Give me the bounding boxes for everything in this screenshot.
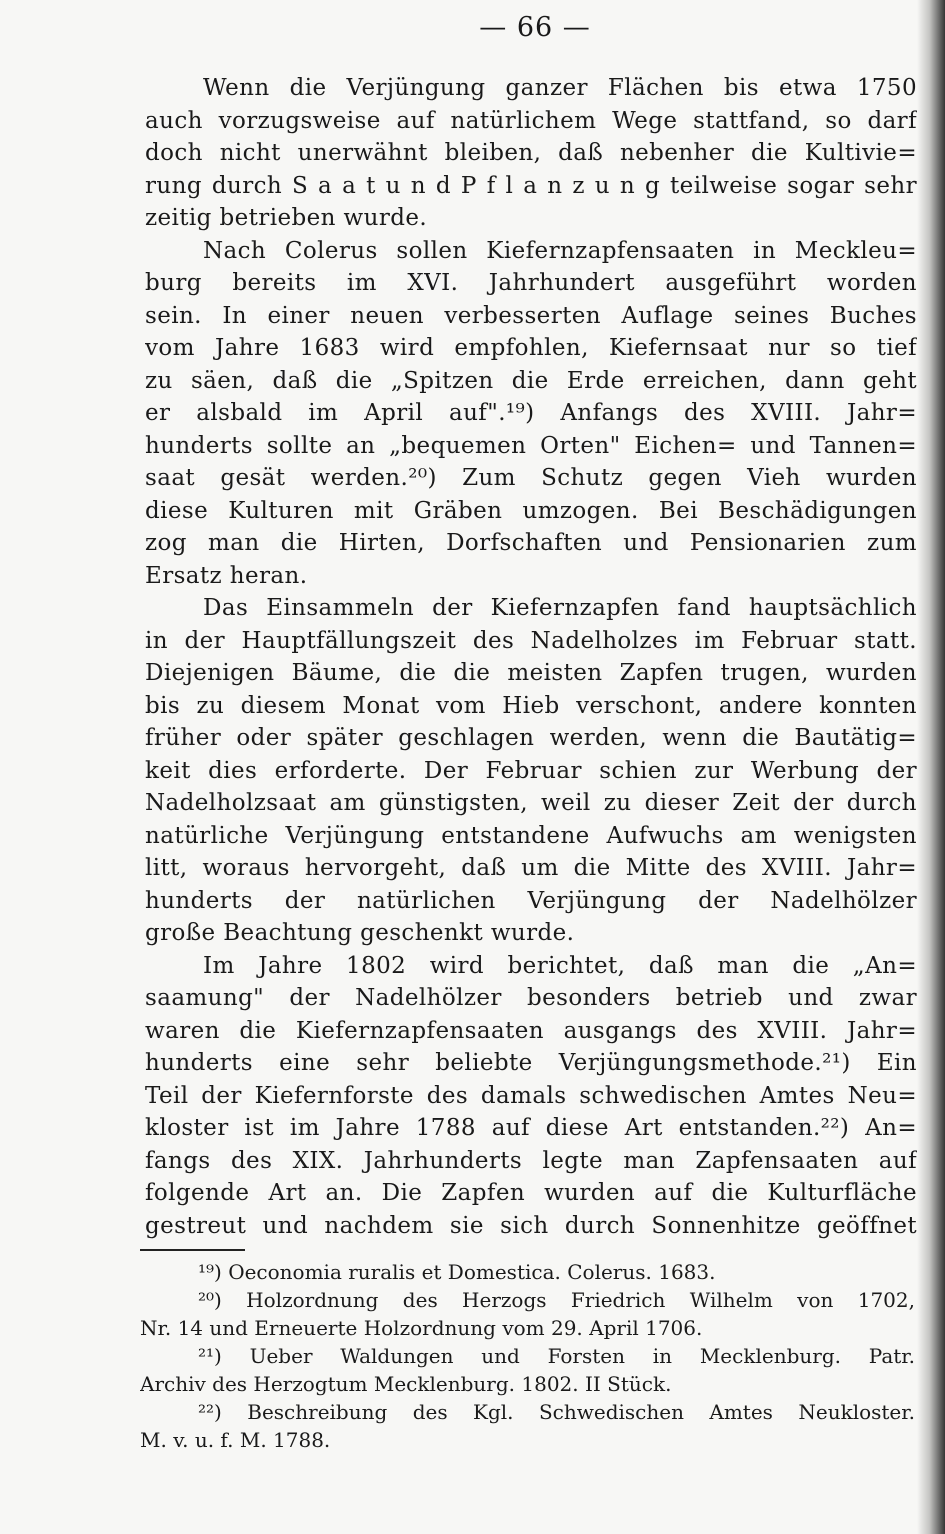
footnote-line: ²¹) Ueber Waldungen und Forsten in Mecklenburg. Patr.	[198, 1344, 915, 1368]
text-line: zog man die Hirten, Dorfschaften und Pensionarien zum	[145, 530, 917, 556]
text-line: saamung" der Nadelhölzer besonders betrieb und zwar	[145, 985, 917, 1011]
text-line: kloster ist im Jahre 1788 auf diese Art entstanden.²²) An=	[145, 1115, 917, 1141]
paragraph	[145, 950, 917, 1243]
footnote-line: ²²) Beschreibung des Kgl. Schwedischen Amtes Neukloster.	[198, 1400, 915, 1424]
text-line: Nadelholzsaat am günstigsten, weil zu dieser Zeit der durch	[145, 790, 917, 816]
text-line: fangs des XIX. Jahrhunderts legte man Zapfensaaten auf	[145, 1147, 917, 1174]
paragraph	[145, 235, 917, 593]
text-line: Nach Colerus sollen Kiefernzapfensaaten in Meckleu=	[203, 237, 917, 264]
footnote-line: Archiv des Herzogtum Mecklenburg. 1802. II Stück.	[140, 1372, 672, 1396]
text-line: Diejenigen Bäume, die die meisten Zapfen trugen, wurden	[145, 660, 917, 686]
text-line: früher oder später geschlagen werden, wenn die Bautätig=	[145, 725, 917, 751]
paragraph	[145, 72, 917, 235]
text-line: Teil der Kiefernforste des damals schwedischen Amtes Neu=	[145, 1082, 917, 1109]
text-line: natürliche Verjüngung entstandene Aufwuchs am wenigsten	[145, 822, 917, 849]
text-line: zu säen, daß die „Spitzen die Erde erreichen, dann geht	[145, 367, 917, 394]
footnote-line: ²⁰) Holzordnung des Herzogs Friedrich Wilhelm von 1702,	[198, 1288, 915, 1312]
text-line: hunderts eine sehr beliebte Verjüngungsmethode.²¹) Ein	[145, 1050, 917, 1076]
text-line: rung durch S a a t u n d P f l a n z u n g teilweise sogar sehr	[145, 172, 917, 199]
text-line: saat gesät werden.²⁰) Zum Schutz gegen Vieh wurden	[145, 465, 917, 491]
footnote-21	[140, 1342, 915, 1398]
text-line: Ersatz heran.	[145, 562, 308, 589]
text-line: Wenn die Verjüngung ganzer Flächen bis etwa 1750	[203, 75, 917, 101]
text-line: gestreut und nachdem sie sich durch Sonnenhitze geöffnet	[145, 1212, 917, 1239]
paragraph	[145, 592, 917, 950]
text-line: in der Hauptfällungszeit des Nadelholzes im Februar statt.	[145, 627, 917, 654]
text-line: diese Kulturen mit Gräben umzogen. Bei Beschädigungen	[145, 497, 917, 524]
text-line: Im Jahre 1802 wird berichtet, daß man die „An=	[203, 952, 917, 979]
text-line: keit dies erforderte. Der Februar schien zur Werbung der	[145, 757, 917, 784]
text-line: waren die Kiefernzapfensaaten ausgangs des XVIII. Jahr=	[145, 1017, 917, 1044]
main-text	[145, 72, 917, 1242]
footnote-line: M. v. u. f. M. 1788.	[140, 1428, 331, 1452]
text-line: burg bereits im XVI. Jahrhundert ausgeführt worden	[145, 270, 917, 296]
footnote-20	[140, 1286, 915, 1342]
text-line: zeitig betrieben wurde.	[145, 205, 428, 231]
text-line: folgende Art an. Die Zapfen wurden auf die Kulturfläche	[145, 1180, 917, 1206]
footnotes	[140, 1258, 915, 1454]
text-line: er alsbald im April auf".¹⁹) Anfangs des XVIII. Jahr=	[145, 400, 917, 426]
page-edge-shadow	[917, 0, 945, 1534]
footnote-divider	[140, 1249, 245, 1251]
text-line: Das Einsammeln der Kiefernzapfen fand hauptsächlich	[203, 595, 917, 621]
page-number: — 66 —	[479, 12, 591, 43]
text-line: hunderts der natürlichen Verjüngung der Nadelhölzer	[145, 887, 917, 914]
text-line: bis zu diesem Monat vom Hieb verschont, andere konnten	[145, 692, 917, 719]
footnote-22	[140, 1398, 915, 1454]
text-line: vom Jahre 1683 wird empfohlen, Kiefernsaat nur so tief	[145, 335, 917, 361]
text-line: litt, woraus hervorgeht, daß um die Mitte des XVIII. Jahr=	[145, 855, 917, 881]
footnote-19	[140, 1258, 915, 1286]
text-line: sein. In einer neuen verbesserten Auflage seines Buches	[145, 302, 917, 329]
text-line: doch nicht unerwähnt bleiben, daß nebenher die Kultivie=	[145, 140, 917, 166]
footnote-line: ¹⁹) Oeconomia ruralis et Domestica. Colerus. 1683.	[198, 1260, 716, 1284]
text-line: große Beachtung geschenkt wurde.	[145, 920, 575, 946]
text-line: auch vorzugsweise auf natürlichem Wege stattfand, so darf	[145, 107, 917, 134]
text-line: hunderts sollte an „bequemen Orten" Eichen= und Tannen=	[145, 432, 917, 459]
footnote-line: Nr. 14 und Erneuerte Holzordnung vom 29. April 1706.	[140, 1316, 703, 1340]
